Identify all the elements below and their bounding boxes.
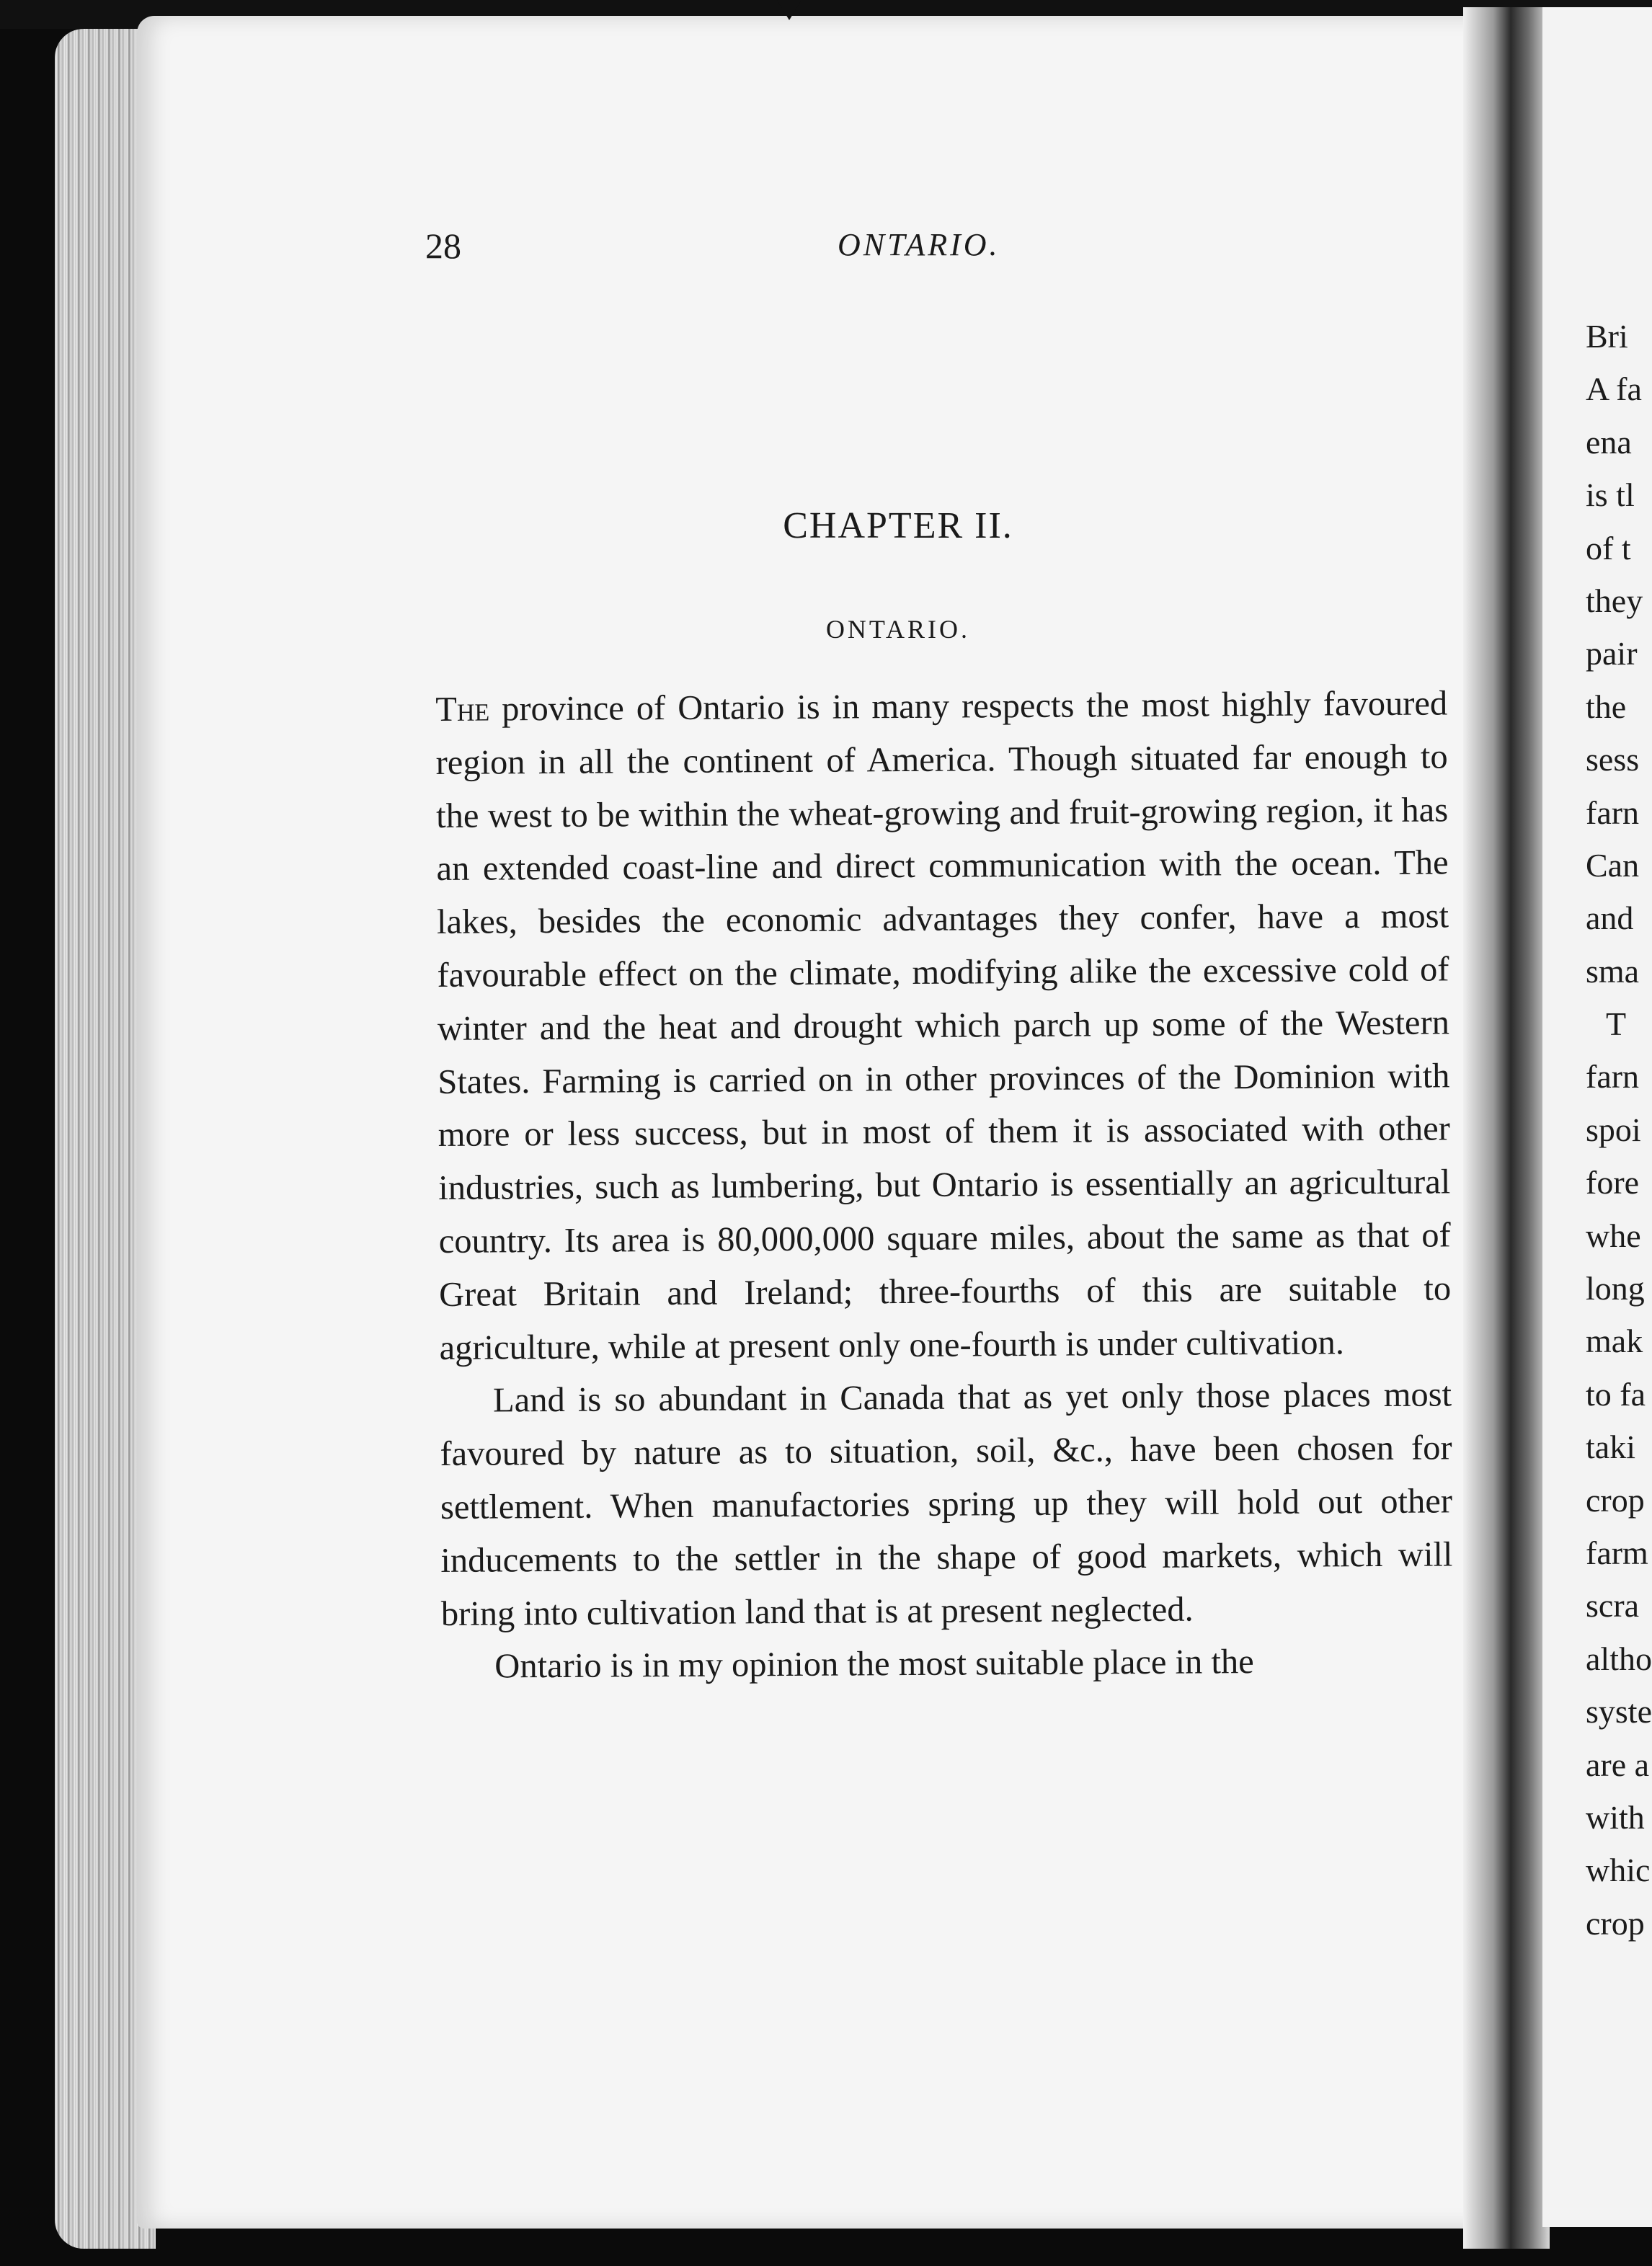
facing-page-line: farn (1586, 1058, 1640, 1096)
facing-page-text (1586, 310, 1652, 1950)
facing-page-line: to fa (1586, 1375, 1646, 1413)
paragraph-2: Land is so abundant in Canada that as yet only those places most favoured by nature as to situation, soil, &c., have been chosen for settlement. When manufactories spring up they will hold out other inducements to the settler in the shape of good markets, which will bring into cultivation land that is at present neglected. (440, 1375, 1453, 1633)
facing-page-line: sma (1586, 952, 1640, 990)
facing-page-line: crop (1586, 1904, 1645, 1942)
chapter-heading-text: CHAPTER II. (783, 505, 1013, 546)
facing-page-line: A fa (1586, 370, 1642, 408)
paragraph-1 (435, 677, 1452, 1374)
facing-page-line: mak (1586, 1323, 1643, 1360)
facing-page-line: ena (1586, 423, 1632, 461)
section-heading (0, 614, 1652, 644)
facing-page-line: altho (1586, 1640, 1652, 1677)
paragraph-1-text: province of Ontario is in many respects the most highly favoured region in all the continent of America. Though situated far enough to the west to be within the wheat-growing and fruit-growing region, it has an extended coast-line and direct communication with the ocean. The lakes, besides the economic advantages they confer, have a most favourable effect on the climate, modifying alike the excessive cold of winter and the heat and drought which parch up some of the Western States. Farming is carried on in other provinces of the Dominion with more or less success, but in most of them it is associated with other industries, such as lumbering, but Ontario is essentially an agricultural country. Its area is 80,000,000 square miles, about the same as that of Great Britain and Ireland; three-fourths of this are suitable to agriculture, while at present only one-fourth is under cultivation. (435, 684, 1452, 1367)
facing-page-line: they (1586, 582, 1643, 619)
facing-page-line: fore (1586, 1164, 1640, 1201)
page-number: 28 (425, 226, 461, 266)
paragraph-3: Ontario is in my opinion the most suitable place in the (494, 1643, 1254, 1686)
facing-page-line: with (1586, 1798, 1645, 1836)
running-title: ONTARIO. (838, 227, 1000, 262)
facing-page-line: Bri (1586, 318, 1628, 355)
facing-page-line: of t (1586, 529, 1631, 566)
facing-page-line: scra (1586, 1587, 1640, 1625)
facing-page-line: whe (1586, 1217, 1641, 1254)
facing-page-line: is tl (1586, 476, 1635, 514)
chapter-heading (0, 505, 1652, 547)
facing-page-line: and (1586, 899, 1634, 937)
book-gutter (1463, 7, 1550, 2249)
facing-page-line: are a (1586, 1746, 1650, 1783)
section-heading-text: ONTARIO. (825, 615, 971, 644)
facing-page-line: whic (1586, 1852, 1651, 1889)
facing-page-line: farm (1586, 1534, 1648, 1571)
facing-page-line: taki (1586, 1429, 1635, 1466)
paragraph-lead-word: The (435, 690, 490, 729)
body-text (435, 677, 1454, 1694)
facing-page-line: sess (1586, 741, 1640, 778)
facing-page-line: crop (1586, 1481, 1645, 1519)
facing-page-line: the (1586, 688, 1627, 725)
facing-page-line: pair (1586, 635, 1638, 672)
facing-page-line: long (1586, 1270, 1645, 1307)
facing-page-line: spoi (1586, 1111, 1641, 1148)
facing-page-line: farn (1586, 794, 1640, 831)
facing-page-line: T (1606, 1005, 1627, 1043)
facing-page-line: syste (1586, 1693, 1652, 1730)
facing-page-line: Can (1586, 846, 1640, 884)
